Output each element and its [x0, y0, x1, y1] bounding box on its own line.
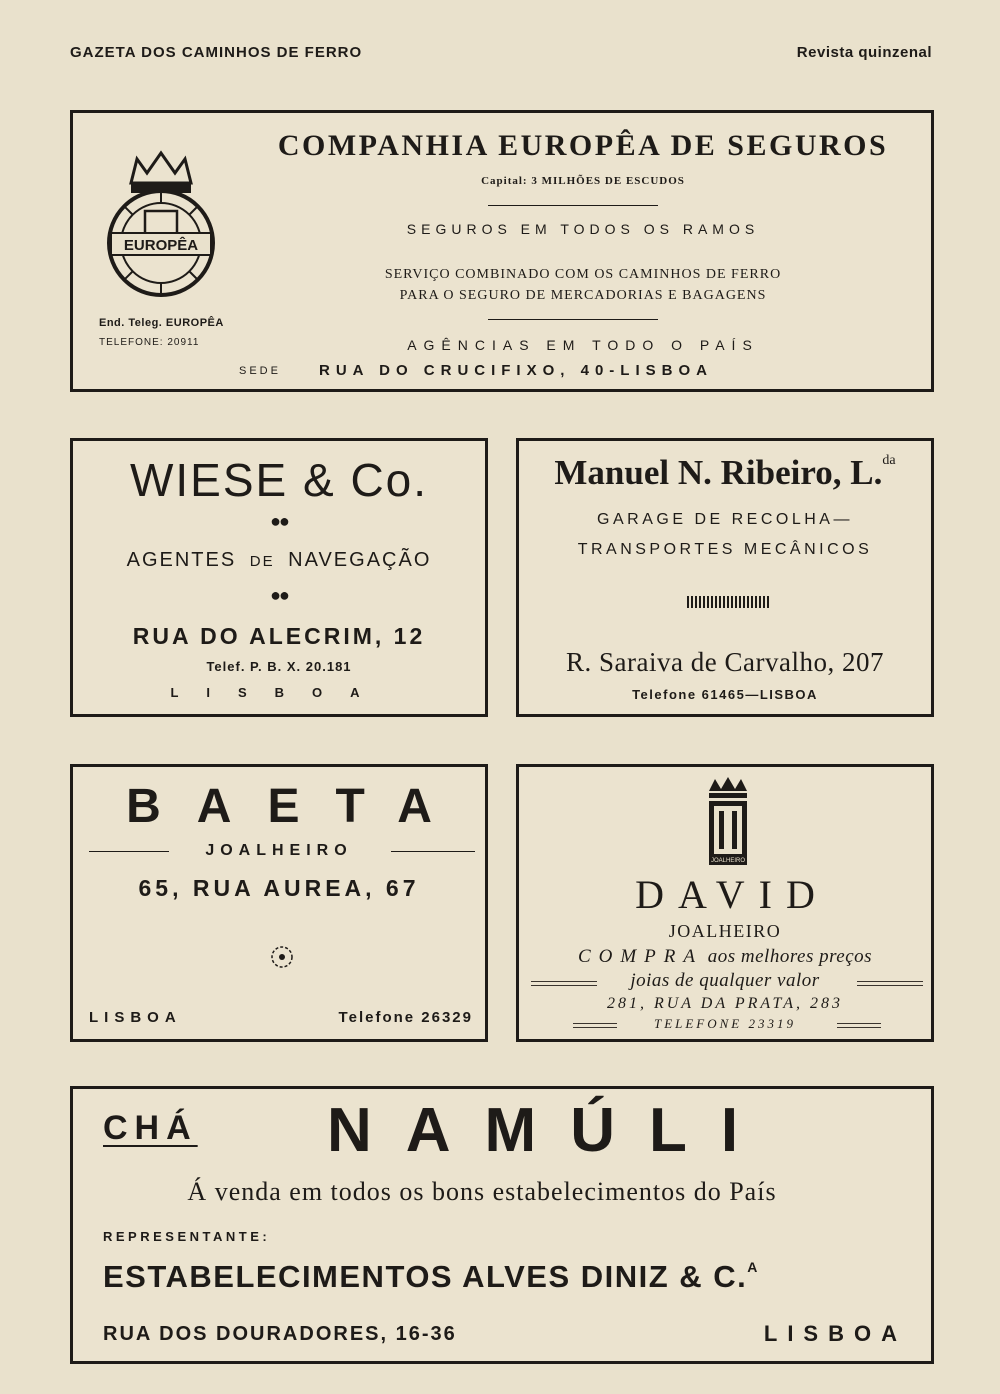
baeta-address: 65, RUA AUREA, 67	[138, 875, 420, 901]
david-phone: TELEFONE 23319	[653, 1016, 797, 1031]
europea-content	[233, 113, 933, 393]
david-compra-rest: aos melhores preços	[707, 946, 873, 967]
david-name: DAVID	[635, 872, 829, 917]
europea-phone: TELEFONE: 20911	[99, 337, 200, 348]
europea-capital: Capital: 3 MILHÕES DE ESCUDOS	[481, 175, 685, 187]
europea-agencies: AGÊNCIAS EM TODO O PAÍS	[407, 337, 759, 353]
europea-sede-address: RUA DO CRUCIFIXO, 40-LISBOA	[319, 362, 713, 379]
running-header-subtitle: Revista quinzenal	[796, 44, 932, 61]
wiese-address: RUA DO ALECRIM, 12	[132, 623, 426, 649]
europea-sede-label: SEDE	[239, 365, 281, 377]
namuli-company-sup: A	[747, 1259, 759, 1275]
wiese-navegacao: NAVEGAÇÃO	[288, 549, 432, 571]
europea-telegraph: End. Teleg. EUROPÊA	[99, 317, 224, 329]
namuli-representative-label: REPRESENTANTE:	[103, 1229, 271, 1244]
europea-seguros-line: SEGUROS EM TODOS OS RAMOS	[406, 221, 760, 237]
ribeiro-name-line	[519, 453, 931, 493]
baeta-ornament-icon	[265, 942, 299, 972]
namuli-tagline: Á venda em todos os bons estabelecimentos do País	[187, 1177, 777, 1206]
europea-crest-text: EUROPÊA	[123, 237, 199, 254]
namuli-cha: CHÁ	[103, 1109, 198, 1147]
europea-title: COMPANHIA EUROPÊA DE SEGUROS	[277, 129, 889, 162]
ribeiro-address: R. Saraiva de Carvalho, 207	[566, 647, 884, 677]
ribeiro-name-sup: da	[882, 453, 896, 468]
wiese-de: DE	[249, 553, 275, 570]
ribeiro-phone: Telefone 61465—LISBOA	[632, 687, 818, 702]
wiese-agents: AGENTES	[126, 549, 237, 571]
europea-service-2: PARA O SEGURO DE MERCADORIAS E BAGAGENS	[399, 288, 767, 303]
ad-wiese	[70, 438, 488, 717]
david-subtitle: JOALHEIRO	[668, 921, 782, 941]
ad-david	[516, 764, 934, 1042]
namuli-city: LISBOA	[763, 1321, 907, 1346]
wiese-ornament-bottom: ●●	[270, 585, 288, 605]
david-crown-logo-icon	[705, 777, 751, 869]
namuli-address: RUA DOS DOURADORES, 16-36	[103, 1323, 457, 1345]
david-logo-text: JOALHEIRO	[710, 858, 746, 864]
wiese-agents-line	[73, 549, 485, 572]
namuli-company-line	[103, 1259, 759, 1295]
ribeiro-line-1: GARAGE DE RECOLHA—	[597, 511, 853, 528]
ad-cha-namuli	[70, 1086, 934, 1364]
ribeiro-ornament	[687, 596, 769, 608]
baeta-city: LISBOA	[89, 1009, 182, 1026]
running-header-title: GAZETA DOS CAMINHOS DE FERRO	[70, 44, 363, 61]
europea-service-1: SERVIÇO COMBINADO COM OS CAMINHOS DE FERRO	[384, 267, 782, 282]
baeta-phone: Telefone 26329	[338, 1009, 473, 1026]
wiese-ornament-top: ●●	[270, 511, 288, 531]
david-address: 281, RUA DA PRATA, 283	[606, 995, 844, 1012]
namuli-brand: NAMÚLI	[327, 1096, 773, 1165]
ad-companhia-europea	[70, 110, 934, 392]
ad-baeta	[70, 764, 488, 1042]
ad-ribeiro	[516, 438, 934, 717]
wiese-phone: Telef. P. B. X. 20.181	[206, 659, 352, 674]
ribeiro-name: Manuel N. Ribeiro, L.	[554, 453, 883, 492]
david-compra-line	[519, 946, 931, 968]
namuli-company: ESTABELECIMENTOS ALVES DINIZ & C.	[103, 1259, 748, 1294]
wiese-name: WIESE & Co.	[129, 454, 429, 506]
baeta-subtitle: JOALHEIRO	[205, 842, 353, 859]
david-compra: COMPRA	[577, 946, 703, 967]
david-line-2: joias de qualquer valor	[630, 970, 820, 991]
baeta-name: BAETA	[126, 780, 468, 833]
ribeiro-line-2: TRANSPORTES MECÂNICOS	[577, 541, 873, 558]
europea-crest-icon	[101, 139, 221, 299]
wiese-city: LISBOA	[170, 685, 388, 700]
